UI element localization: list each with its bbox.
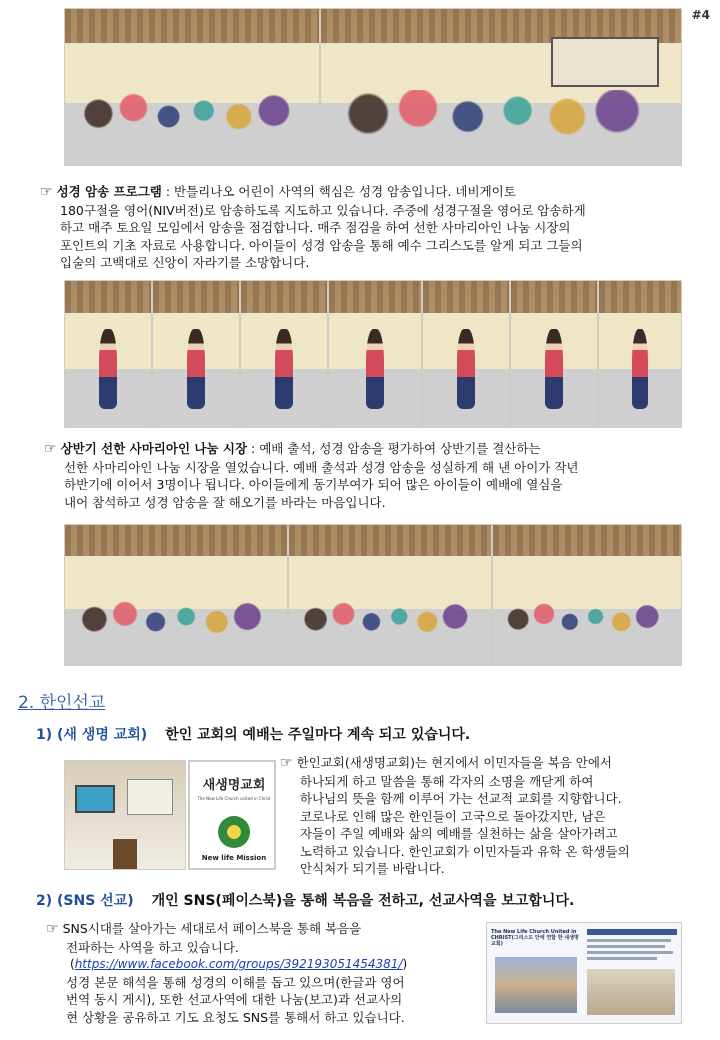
- memorization-title: 성경 암송 프로그램: [56, 184, 162, 199]
- church-logo-title: 새생명교회: [202, 778, 266, 793]
- market-title: 상반기 선한 사마리아인 나눔 시장: [60, 441, 248, 456]
- church-heading: [36, 724, 470, 744]
- recitation-photo-5: [422, 280, 510, 428]
- sns-headline: 개인 SNS(페이스북)을 통해 복음을 전하고, 선교사역을 보고합니다.: [151, 893, 575, 909]
- market-photo-2: [288, 524, 492, 666]
- sns-label: 2) (SNS 선교): [36, 893, 134, 909]
- page-number: #4: [691, 8, 710, 22]
- pointing-hand-icon: ☞: [280, 755, 293, 771]
- section-title: 2. 한인선교: [18, 693, 106, 713]
- pointing-hand-icon: ☞: [40, 184, 53, 200]
- market-paragraph: ☞ 상반기 선한 사마리아인 나눔 시장 : 예배 출석, 성경 암송을 평가하여 상반기를 결산하는 선한 사마리아인 나눔 시장을 열었습니다. 예배 출석과 성경 암송을 성실하게 해 낸 아이가 작년 하반기에 이어서 3명이나 됩니다. 아이들에게 동기부여가 되어 많은 아이들이 예배에 열심을 내어 참석하고 성경 암송을 잘 해오기를 바라는 마음입니다.: [44, 441, 579, 510]
- facebook-screenshot: [486, 922, 682, 1024]
- recitation-photo-7: [598, 280, 682, 428]
- church-logo-footer: New life Mission: [201, 854, 267, 862]
- church-headline: 한인 교회의 예배는 주일마다 계속 되고 있습니다.: [165, 727, 471, 743]
- recitation-photo-6: [510, 280, 598, 428]
- church-logo-emblem: [218, 816, 250, 848]
- recitation-photo-2: [152, 280, 240, 428]
- church-logo-card: [188, 760, 276, 870]
- facebook-group-header: The New Life Church United in CHRIST(그리스도 안에 연합 한 새생명 교회): [491, 929, 579, 947]
- market-photo-3: [492, 524, 682, 666]
- church-label: 1) (새 생명 교회): [36, 727, 148, 743]
- market-photo-1: [64, 524, 288, 666]
- memorization-paragraph: ☞ 성경 암송 프로그램 : 반틀리나오 어린이 사역의 핵심은 성경 암송입니다. 네비게이토 180구절을 영어(NIV버전)로 암송하도록 지도하고 있습니다. 주중에 성경구절을 영어로 암송하게 하고 매주 토요일 모임에서 암송을 점검합니다. 매주 점검을 하여 선한 사마리아인 나눔 시장의 포인트의 기초 자료로 사용합니다. 아이들이 성경 암송을 통해 예수 그리스도를 알게 되고 그들의 입술의 고백대로 신앙이 자라기를 소망합니다.: [40, 184, 586, 270]
- church-interior-photo: [64, 760, 186, 870]
- recitation-photo-4: [328, 280, 422, 428]
- sns-paragraph: ☞ SNS시대를 살아가는 세대로서 페이스북을 통해 복음을 전파하는 사역을 하고 있습니다. (https://www.facebook.com/groups/392193051454381/) 성경 본문 해석을 통해 성경의 이해를 돕고 있으며(한글과 영어 번역 동시 게시), 또한 선교사역에 대한 나눔(보고)과 선교사의 현 상황을 공유하고 기도 요청도 SNS를 통해서 하고 있습니다.: [46, 921, 408, 1025]
- worship-photo-2: [320, 8, 682, 166]
- church-paragraph: ☞ 한인교회(새생명교회)는 현지에서 이민자들을 복음 안에서 하나되게 하고 말씀을 통해 각자의 소명을 깨닫게 하여 하나님의 뜻을 함께 이루어 가는 선교적 교회를 지향합니다. 코로나로 인해 많은 한인들이 고국으로 돌아갔지만, 남은 자들이 주일 예배와 삶의 예배를 실천하는 삶을 살아가려고 노력하고 있습니다. 한인교회가 이민자들과 유학 온 학생들의 안식처가 되기를 바랍니다.: [280, 755, 630, 876]
- worship-photo-1: [64, 8, 320, 166]
- recitation-photo-1: [64, 280, 152, 428]
- pointing-hand-icon: ☞: [46, 921, 59, 937]
- recitation-photo-3: [240, 280, 328, 428]
- church-logo-caption: The New Life Church united in Christ: [197, 796, 271, 801]
- pointing-hand-icon: ☞: [44, 441, 57, 457]
- sns-heading: [36, 890, 574, 910]
- facebook-group-link[interactable]: https://www.facebook.com/groups/392193051454381/: [74, 957, 403, 971]
